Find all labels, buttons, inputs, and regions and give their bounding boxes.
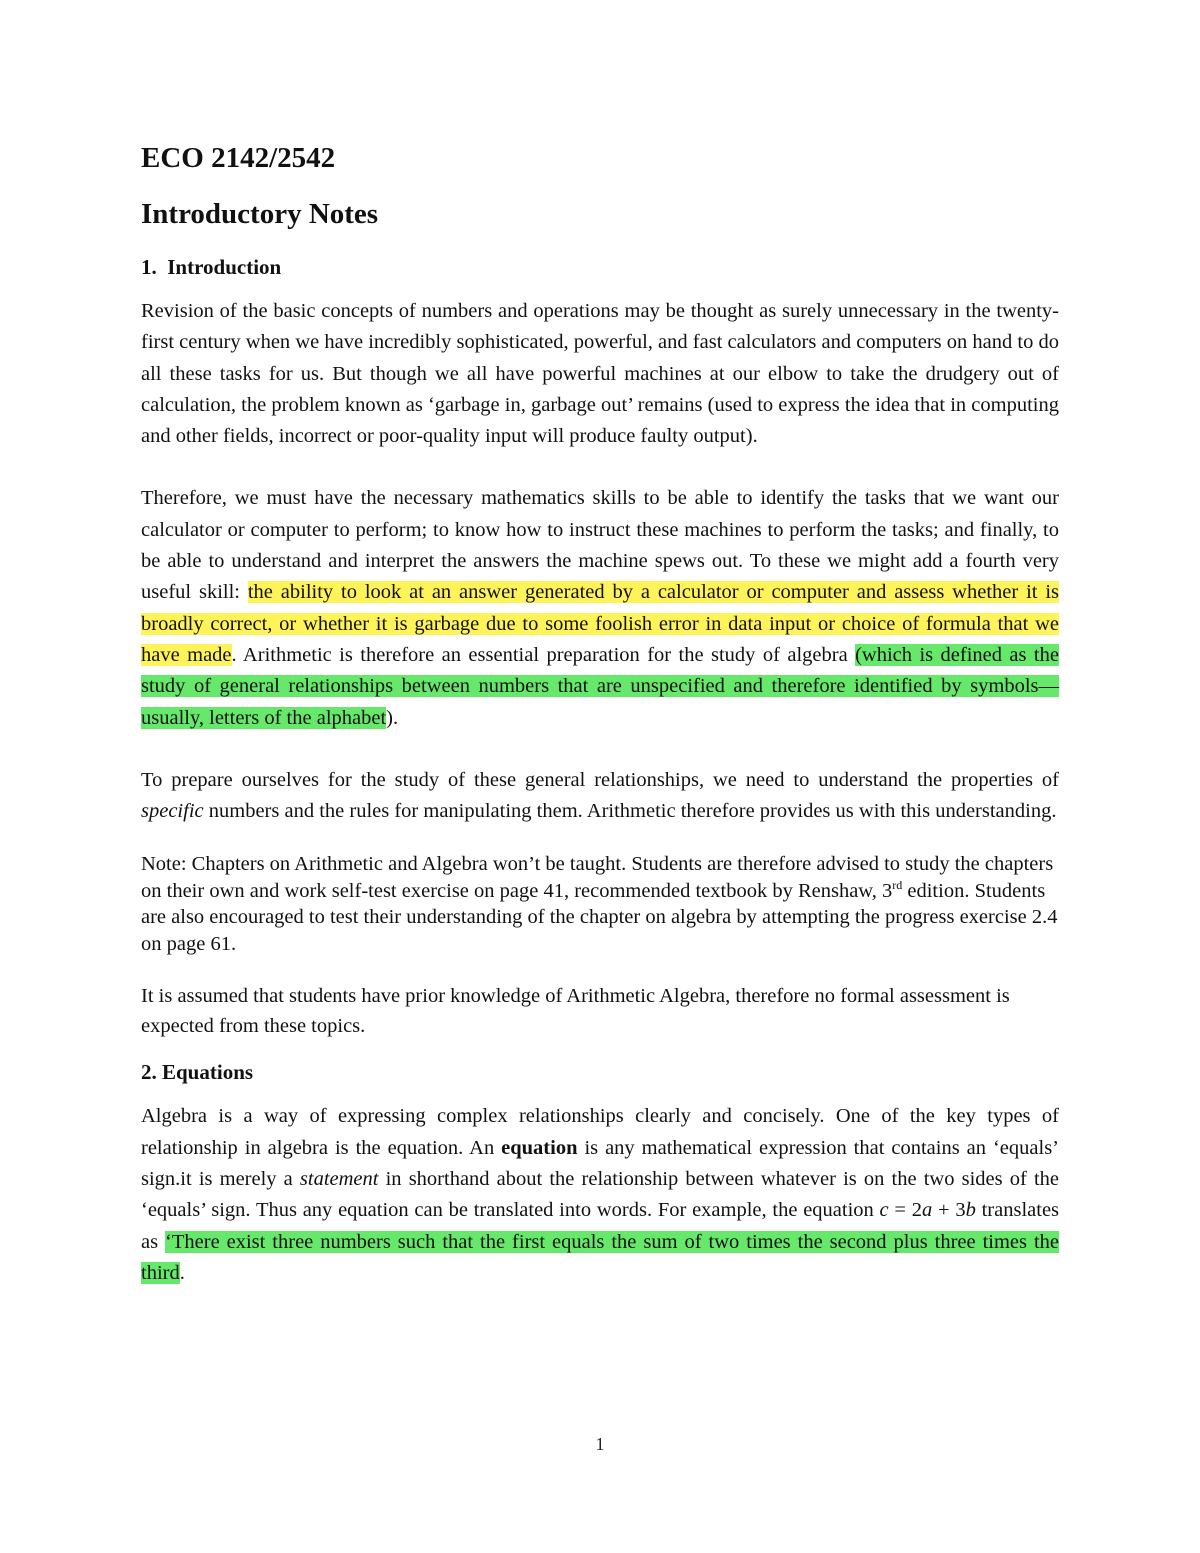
intro-paragraph-1: Revision of the basic concepts of numbers and operations may be thought as surely unnecessary in the twenty-first century when we have incredibly sophisticated, powerful, and fast calculators and computers on hand to do all these tasks for us. But though we all have powerful machines at our elbow to take the drudgery out of calculation, the problem known as ‘garbage in, garbage out’ remains (used to express the idea that in computing and other fields, incorrect or poor-quality input will produce faulty output). (141, 300, 1059, 448)
text-run: is any mathematical expression that contains an ‘equals’ sign.it is merely a (141, 1136, 1059, 1191)
math-op: + 3 (932, 1199, 966, 1222)
text-run: . Arithmetic is therefore an essential preparation for the study of algebra (231, 643, 856, 666)
section-number: 1. (141, 255, 157, 279)
intro-paragraph-2 (141, 483, 1059, 733)
text-run: translates as (141, 1199, 1060, 1253)
section-number: 2. (141, 1060, 157, 1085)
section-heading-equations (141, 1057, 1059, 1087)
text-run: numbers and the rules for manipulating them. Arithmetic therefore provides us with this understanding. (203, 800, 1057, 823)
highlight-green: (which is defined as the study of general relationships between numbers that are unspecified and therefore identified by symbols—usually, letters of the alphabet (141, 643, 1059, 729)
assumption-paragraph: It is assumed that students have prior knowledge of Arithmetic Algebra, therefore no formal assessment is expected from these topics. (141, 985, 1010, 1038)
highlight-yellow: the ability to look at an answer generated by a calculator or computer and assess whether it is broadly correct, or whether it is garbage due to some foolish error in data input or choice of formula that we have made (141, 581, 1060, 666)
note-paragraph (141, 851, 1059, 957)
page-number: 1 (595, 1434, 605, 1454)
math-var-b: b (965, 1199, 976, 1222)
text-run: ). (386, 706, 399, 729)
text-run: . (179, 1261, 185, 1284)
text-run: Algebra is a way of expressing complex relationships clearly and concisely. One of the key types of relationship in algebra is the equation. An (141, 1105, 1059, 1159)
equations-paragraph (141, 1101, 1059, 1289)
math-op: = 2 (888, 1199, 922, 1222)
section-title: Equations (162, 1060, 254, 1085)
page-title: Introductory Notes (141, 198, 379, 230)
intro-paragraph-3 (141, 765, 1059, 828)
text-run: Note: Chapters on Arithmetic and Algebra won’t be taught. Students are therefore advised to study the chapters on their own and work self-test exercise on page 41, recommended textbook by Renshaw, 3 (141, 853, 1054, 902)
text-run: edition. Students are also encouraged to test their understanding of the chapter on algebra by attempting the progress exercise 2.4 on page 61. (141, 879, 1058, 955)
emphasis-statement: statement (299, 1168, 379, 1191)
superscript-rd: rd (892, 878, 903, 893)
section-heading-introduction (141, 252, 1059, 282)
emphasis-specific: specific (141, 800, 204, 823)
section-title: Introduction (167, 255, 282, 279)
course-code: ECO 2142/2542 (141, 142, 336, 174)
math-var-c: c (879, 1199, 889, 1222)
text-run: To prepare ourselves for the study of these general relationships, we need to understand the properties of (141, 768, 1059, 791)
text-run: in shorthand about the relationship between whatever is on the two sides of the ‘equals’ sign. Thus any equation can be translated into words. For example, the equation (141, 1168, 1059, 1222)
page-content (141, 138, 1059, 1289)
math-var-a: a (922, 1199, 933, 1222)
highlight-green: ‘There exist three numbers such that the first equals the sum of two times the second plus three times the third (141, 1230, 1059, 1284)
bold-equation: equation (501, 1136, 578, 1159)
text-run: Therefore, we must have the necessary mathematics skills to be able to identify the tasks that we want our calculator or computer to perform; to know how to instruct these machines to perform the tasks; and finally, to be able to understand and interpret the answers the machine spews out. To these we might add a fourth very useful skill: (141, 487, 1059, 604)
